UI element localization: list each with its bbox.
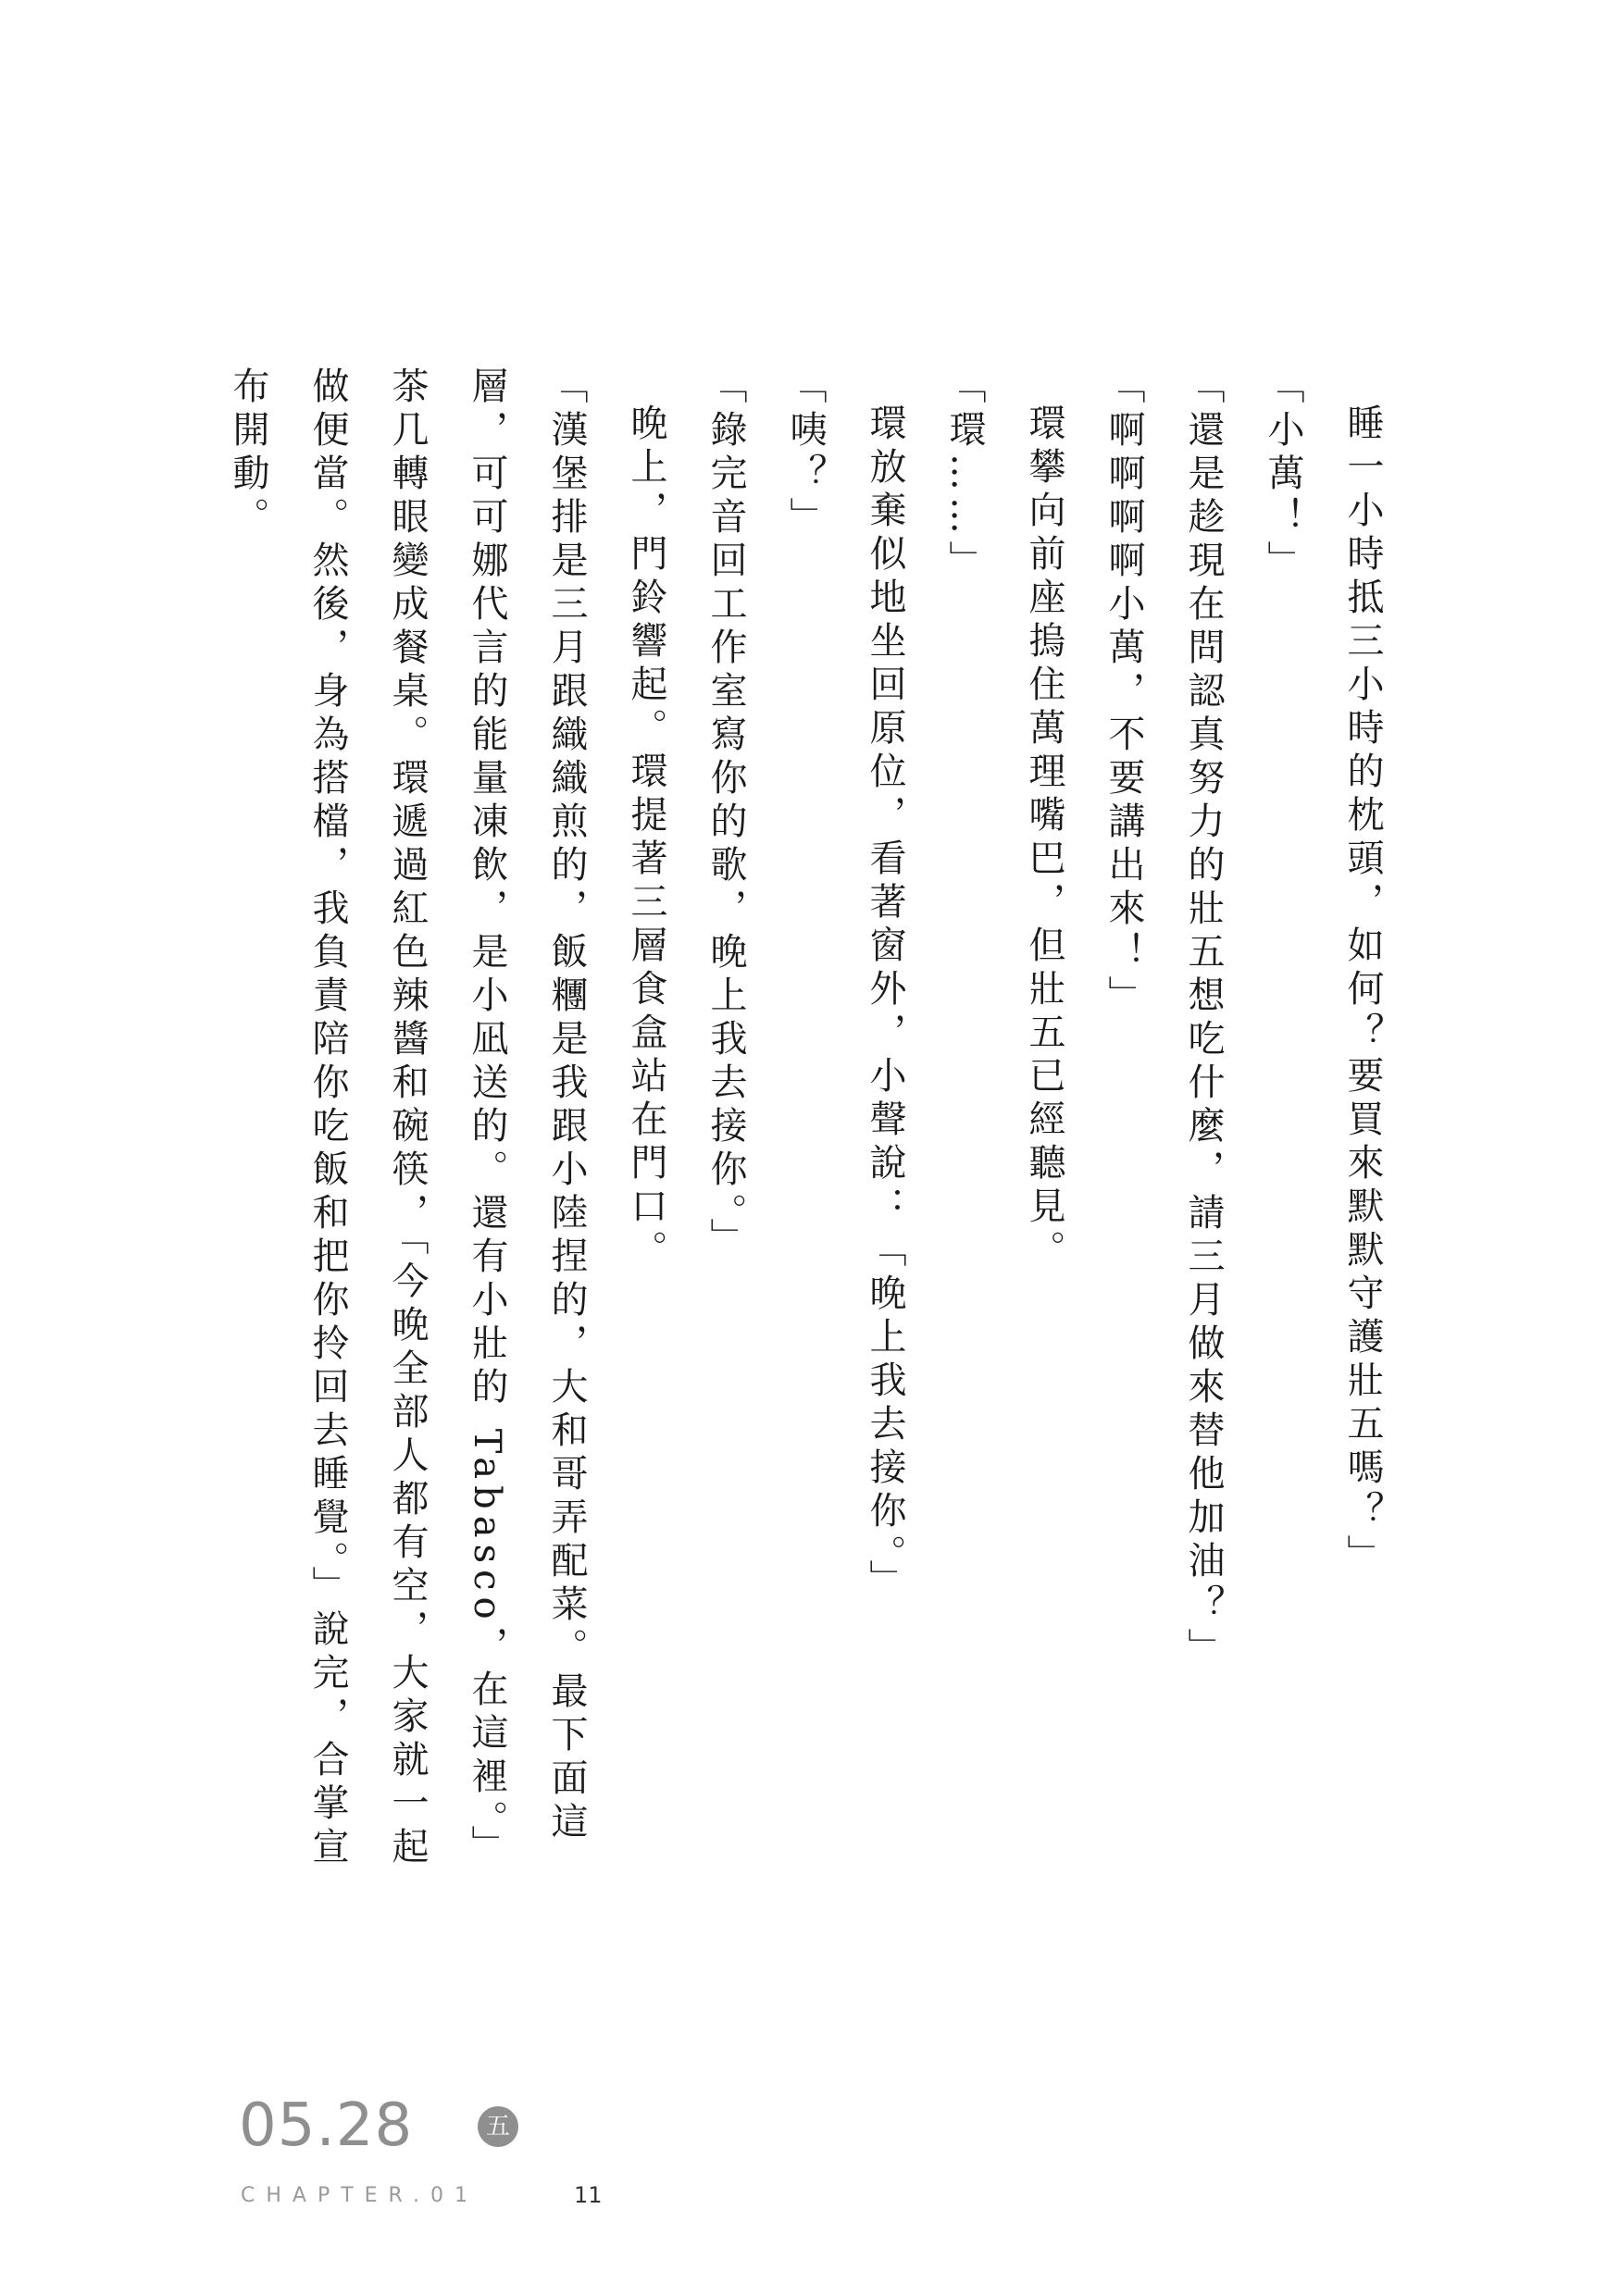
date-label: 05.28	[239, 2091, 414, 2160]
paragraph: 環攀向前座摀住萬理嘴巴，但壯五已經聽見。	[1023, 403, 1065, 1273]
paragraph: 「漢堡排是三月跟織織煎的，飯糰是我跟小陸捏的，大和哥弄配菜。最下面這層，可可娜代言的能量凍飲，是小凪送的。還有小壯的 Tabasco，在這裡。」茶几轉眼變成餐桌。環遞過紅色辣醬和碗筷，「今晚全部人都有空，大家就一起做便當。然後，身為搭檔，我負責陪你吃飯和把你拎回去睡覺。」說完，合掌宣布開動。	[227, 366, 588, 1870]
paragraph: 環放棄似地坐回原位，看著窗外，小聲說：「晚上我去接你。」	[864, 403, 906, 1603]
paragraph: 「環……」	[943, 366, 986, 584]
page-number: 11	[574, 2182, 603, 2208]
page-footer	[239, 2093, 628, 2232]
paragraph: 「還是趁現在問認真努力的壯五想吃什麼，請三月做來替他加油？」	[1182, 366, 1225, 1671]
chapter-label: CHAPTER.01	[241, 2184, 479, 2207]
paragraph: 「啊啊啊啊小萬，不要講出來！」	[1102, 366, 1145, 1019]
body-text	[227, 366, 1402, 1893]
paragraph: 睡一小時抵三小時的枕頭，如何？要買來默默守護壯五嗎？」	[1341, 403, 1384, 1578]
paragraph: 晚上，門鈴響起。環提著三層食盒站在門口。	[625, 403, 667, 1273]
paragraph: 「咦？」	[784, 366, 827, 540]
paragraph: 「錄完音回工作室寫你的歌，晚上我去接你。」	[704, 366, 747, 1261]
paragraph: 「小萬！」	[1262, 366, 1304, 584]
weekday-badge: 五	[478, 2106, 518, 2147]
